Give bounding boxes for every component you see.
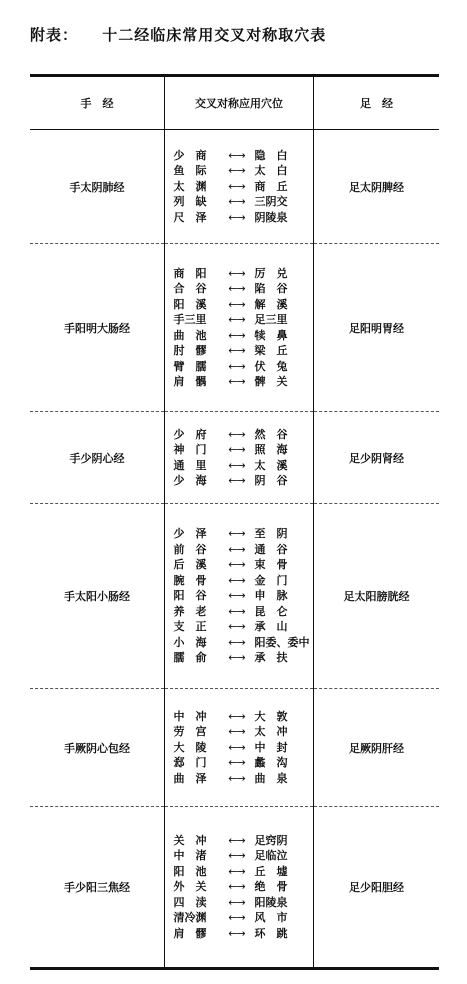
- point-pair: [174, 179, 305, 195]
- hand-point: 四 渎: [173, 895, 207, 909]
- foot-point: 然 谷: [254, 427, 288, 441]
- table-row: [30, 244, 439, 412]
- point-pairs-cell: [165, 807, 314, 969]
- double-arrow-icon: ←→: [228, 833, 245, 847]
- point-pair: [174, 194, 305, 210]
- double-arrow-icon: ←→: [228, 297, 245, 311]
- point-pair: [174, 427, 305, 443]
- header-row: [30, 76, 439, 130]
- foot-point: 承 山: [254, 620, 288, 634]
- hand-point: 神 门: [173, 443, 207, 456]
- hand-point: 通 里: [173, 458, 207, 472]
- hand-point: 少 府: [173, 427, 207, 441]
- hand-point: 太 渊: [173, 179, 207, 193]
- double-arrow-icon: ←→: [228, 344, 245, 357]
- point-pair: [174, 833, 305, 849]
- hand-meridian-cell: 手太阴肺经: [30, 130, 165, 244]
- double-arrow-icon: ←→: [228, 740, 245, 754]
- point-pair: [174, 458, 305, 474]
- foot-point: 足三里: [254, 313, 288, 326]
- point-pair: [174, 297, 305, 313]
- hand-point: 阳 溪: [173, 297, 207, 311]
- hand-point: 清冷渊: [173, 911, 207, 925]
- point-pair-list: [174, 833, 305, 942]
- double-arrow-icon: ←→: [228, 604, 245, 618]
- double-arrow-icon: ←→: [228, 474, 245, 487]
- page-title: [30, 24, 326, 45]
- hand-meridian-cell: 手太阳小肠经: [30, 504, 165, 689]
- double-arrow-icon: ←→: [228, 709, 245, 723]
- point-pairs-cell: [165, 412, 314, 504]
- double-arrow-icon: ←→: [228, 210, 245, 224]
- table-row: [30, 504, 439, 689]
- double-arrow-icon: ←→: [228, 880, 245, 894]
- point-pair-list: [174, 148, 305, 226]
- foot-point: 至 阴: [254, 527, 288, 541]
- hand-meridian-cell: 手厥阴心包经: [30, 689, 165, 807]
- hand-point: 肘 髎: [173, 344, 207, 357]
- foot-meridian-cell: 足少阳胆经: [314, 807, 440, 969]
- hand-point: 尺 泽: [173, 210, 207, 224]
- point-pair: [174, 910, 305, 926]
- point-pair-list: [174, 427, 305, 489]
- foot-point: 蠡 沟: [254, 756, 288, 770]
- point-pair: [174, 210, 305, 226]
- point-pair: [174, 359, 305, 375]
- point-pair: [174, 604, 305, 620]
- hand-point: 阳 谷: [173, 589, 207, 603]
- hand-point: 前 谷: [173, 542, 207, 556]
- table-row: [30, 130, 439, 244]
- table-row: [30, 689, 439, 807]
- foot-point: 隐 白: [254, 148, 288, 162]
- hand-point: 养 老: [173, 604, 207, 618]
- hand-point: 合 谷: [173, 282, 207, 295]
- double-arrow-icon: ←→: [228, 195, 245, 209]
- header-foot-meridian: 足 经: [314, 76, 440, 130]
- point-pair-list: [174, 709, 305, 787]
- hand-point: 商 阳: [173, 266, 207, 280]
- hand-point: 阳 池: [173, 864, 207, 878]
- hand-point: 大 陵: [173, 740, 207, 754]
- foot-point: 太 冲: [254, 725, 288, 739]
- hand-point: 少 泽: [173, 527, 207, 541]
- point-pair: [174, 619, 305, 635]
- double-arrow-icon: ←→: [228, 756, 245, 770]
- foot-point: 足窍阴: [254, 833, 288, 847]
- hand-point: 小 海: [173, 635, 207, 649]
- foot-point: 陷 谷: [254, 282, 288, 295]
- hand-point: 肩 髎: [173, 926, 207, 940]
- point-pair: [174, 864, 305, 880]
- foot-point: 梁 丘: [254, 344, 288, 357]
- double-arrow-icon: ←→: [228, 313, 245, 326]
- foot-meridian-cell: 足太阴脾经: [314, 130, 440, 244]
- double-arrow-icon: ←→: [228, 179, 245, 193]
- hand-point: 支 正: [173, 620, 207, 634]
- double-arrow-icon: ←→: [228, 458, 245, 472]
- point-pair: [174, 650, 305, 666]
- foot-point: 髀 关: [254, 375, 288, 388]
- double-arrow-icon: ←→: [228, 911, 245, 925]
- double-arrow-icon: ←→: [228, 849, 245, 863]
- title-label: 附表：: [30, 26, 79, 44]
- hand-point: 少 商: [173, 148, 207, 162]
- point-pair: [174, 312, 305, 328]
- point-pair: [174, 724, 305, 740]
- foot-point: 照 海: [254, 443, 288, 456]
- double-arrow-icon: ←→: [228, 527, 245, 541]
- point-pairs-cell: [165, 244, 314, 412]
- table-body: [30, 130, 439, 969]
- foot-point: 阳陵泉: [254, 895, 288, 909]
- point-pair: [174, 709, 305, 725]
- hand-point: 手三里: [173, 313, 207, 326]
- hand-point: 肩 髃: [173, 375, 207, 388]
- double-arrow-icon: ←→: [228, 725, 245, 739]
- hand-point: 腕 骨: [173, 573, 207, 587]
- double-arrow-icon: ←→: [228, 558, 245, 572]
- foot-meridian-cell: 足阳明胃经: [314, 244, 440, 412]
- double-arrow-icon: ←→: [228, 427, 245, 441]
- foot-point: 伏 兔: [254, 359, 288, 373]
- foot-point: 环 跳: [254, 926, 288, 940]
- double-arrow-icon: ←→: [228, 148, 245, 162]
- point-pair: [174, 895, 305, 911]
- point-pair: [174, 771, 305, 787]
- double-arrow-icon: ←→: [228, 620, 245, 634]
- foot-point: 厉 兑: [254, 266, 288, 280]
- foot-point: 通 谷: [254, 542, 288, 556]
- foot-point: 足临泣: [254, 849, 288, 863]
- point-pairs-cell: [165, 130, 314, 244]
- foot-point: 阳委、委中: [254, 635, 310, 649]
- acupoint-table: [30, 74, 439, 970]
- point-pair: [174, 148, 305, 164]
- hand-point: 曲 泽: [173, 771, 207, 785]
- point-pair: [174, 755, 305, 771]
- hand-point: 后 溪: [173, 558, 207, 572]
- hand-point: 关 冲: [173, 833, 207, 847]
- foot-point: 阴陵泉: [254, 210, 288, 224]
- table-row: [30, 412, 439, 504]
- point-pair: [174, 473, 305, 489]
- hand-meridian-cell: 手少阴心经: [30, 412, 165, 504]
- hand-point: 少 海: [173, 474, 207, 487]
- point-pair: [174, 848, 305, 864]
- hand-point: 外 关: [173, 880, 207, 894]
- point-pair: [174, 442, 305, 458]
- foot-point: 太 溪: [254, 458, 288, 472]
- hand-point: 中 渚: [173, 849, 207, 863]
- header-hand-meridian: 手 经: [30, 76, 165, 130]
- hand-point: 曲 池: [173, 328, 207, 342]
- hand-point: 郄 门: [173, 756, 207, 770]
- foot-point: 商 丘: [254, 179, 288, 193]
- hand-meridian-cell: 手阳明大肠经: [30, 244, 165, 412]
- point-pair: [174, 163, 305, 179]
- foot-point: 曲 泉: [254, 771, 288, 785]
- point-pair: [174, 573, 305, 589]
- point-pairs-cell: [165, 504, 314, 689]
- hand-point: 鱼 际: [173, 164, 207, 178]
- double-arrow-icon: ←→: [228, 359, 245, 373]
- double-arrow-icon: ←→: [228, 864, 245, 878]
- double-arrow-icon: ←→: [228, 282, 245, 295]
- foot-point: 昆 仑: [254, 604, 288, 618]
- point-pair: [174, 266, 305, 282]
- header-cross-points: 交叉对称应用穴位: [165, 76, 314, 130]
- double-arrow-icon: ←→: [228, 589, 245, 603]
- point-pair: [174, 926, 305, 942]
- foot-point: 大 敦: [254, 709, 288, 723]
- foot-point: 束 骨: [254, 558, 288, 572]
- hand-point: 列 缺: [173, 195, 207, 209]
- table-row: [30, 807, 439, 969]
- double-arrow-icon: ←→: [228, 164, 245, 178]
- double-arrow-icon: ←→: [228, 375, 245, 388]
- foot-meridian-cell: 足厥阴肝经: [314, 689, 440, 807]
- double-arrow-icon: ←→: [228, 771, 245, 785]
- double-arrow-icon: ←→: [228, 573, 245, 587]
- foot-point: 丘 墟: [254, 864, 288, 878]
- point-pair: [174, 542, 305, 558]
- foot-point: 申 脉: [254, 589, 288, 603]
- foot-point: 金 门: [254, 573, 288, 587]
- point-pair: [174, 526, 305, 542]
- foot-point: 中 封: [254, 740, 288, 754]
- hand-point: 中 冲: [173, 709, 207, 723]
- foot-meridian-cell: 足太阳膀胱经: [314, 504, 440, 689]
- point-pair: [174, 740, 305, 756]
- foot-point: 三阴交: [254, 195, 288, 209]
- double-arrow-icon: ←→: [228, 542, 245, 556]
- foot-point: 承 扶: [254, 651, 288, 665]
- point-pair: [173, 635, 310, 651]
- double-arrow-icon: ←→: [228, 651, 245, 665]
- point-pair: [174, 374, 305, 390]
- hand-point: 臑 俞: [173, 651, 207, 665]
- point-pairs-cell: [165, 689, 314, 807]
- point-pair: [174, 343, 305, 359]
- point-pair-list: [174, 266, 305, 390]
- foot-point: 风 市: [254, 911, 288, 925]
- hand-point: 劳 宫: [173, 725, 207, 739]
- foot-point: 绝 骨: [254, 880, 288, 894]
- point-pair: [174, 557, 305, 573]
- point-pair: [174, 328, 305, 344]
- double-arrow-icon: ←→: [228, 328, 245, 342]
- point-pair-list: [173, 526, 310, 666]
- foot-point: 太 白: [254, 164, 288, 178]
- title-text: 十二经临床常用交叉对称取穴表: [102, 26, 327, 44]
- double-arrow-icon: ←→: [228, 635, 245, 649]
- point-pair: [174, 281, 305, 297]
- point-pair: [174, 879, 305, 895]
- double-arrow-icon: ←→: [228, 443, 245, 456]
- foot-point: 阴 谷: [254, 474, 288, 487]
- foot-point: 犊 鼻: [254, 328, 288, 342]
- foot-point: 解 溪: [254, 297, 288, 311]
- hand-meridian-cell: 手少阳三焦经: [30, 807, 165, 969]
- hand-point: 臂 臑: [173, 359, 207, 373]
- foot-meridian-cell: 足少阴肾经: [314, 412, 440, 504]
- double-arrow-icon: ←→: [228, 926, 245, 940]
- double-arrow-icon: ←→: [228, 266, 245, 280]
- point-pair: [174, 588, 305, 604]
- double-arrow-icon: ←→: [228, 895, 245, 909]
